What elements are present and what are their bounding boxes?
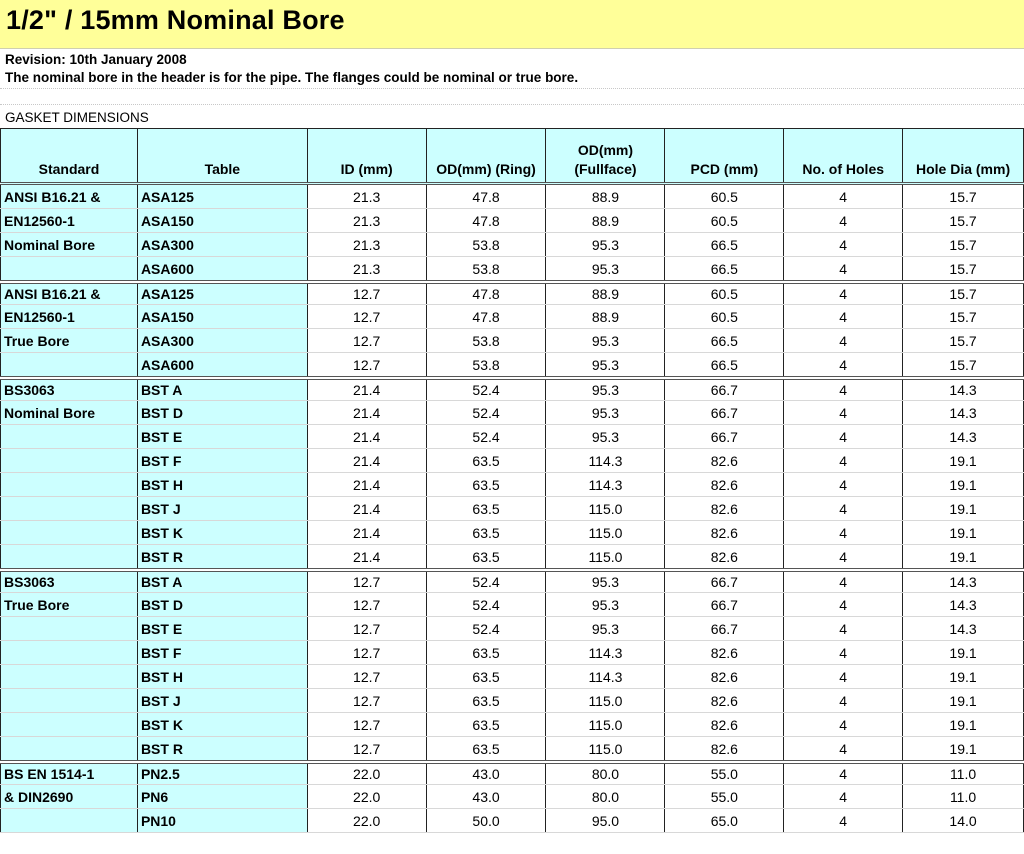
cell-id[interactable]: 21.3 — [307, 257, 426, 283]
cell-holes[interactable]: 4 — [784, 329, 903, 353]
cell-id[interactable]: 12.7 — [307, 329, 426, 353]
cell-hole-dia[interactable]: 19.1 — [903, 497, 1024, 521]
cell-od-fullface[interactable]: 95.3 — [546, 570, 665, 593]
cell-pcd[interactable]: 82.6 — [665, 737, 784, 763]
cell-id[interactable]: 12.7 — [307, 737, 426, 763]
col-header-od-ring: OD(mm) (Ring) — [426, 129, 546, 184]
cell-od-ring[interactable]: 63.5 — [426, 641, 546, 665]
cell-table[interactable]: ASA125 — [137, 282, 307, 305]
cell-od-ring[interactable]: 63.5 — [426, 737, 546, 763]
cell-pcd[interactable]: 66.7 — [665, 425, 784, 449]
cell-od-fullface[interactable]: 95.0 — [546, 809, 665, 833]
table-row — [1, 184, 1024, 209]
cell-holes[interactable]: 4 — [784, 209, 903, 233]
col-header-table: Table — [137, 129, 307, 184]
cell-od-fullface[interactable]: 88.9 — [546, 209, 665, 233]
cell-od-fullface[interactable]: 95.3 — [546, 593, 665, 617]
cell-holes[interactable]: 4 — [784, 593, 903, 617]
cell-pcd[interactable]: 82.6 — [665, 689, 784, 713]
table-row — [1, 545, 1024, 571]
cell-hole-dia[interactable]: 14.3 — [903, 401, 1024, 425]
cell-od-fullface[interactable]: 114.3 — [546, 641, 665, 665]
cell-hole-dia[interactable]: 19.1 — [903, 521, 1024, 545]
cell-id[interactable]: 12.7 — [307, 641, 426, 665]
cell-od-fullface[interactable]: 95.3 — [546, 378, 665, 401]
cell-pcd[interactable]: 82.6 — [665, 521, 784, 545]
cell-holes[interactable]: 4 — [784, 378, 903, 401]
cell-od-ring[interactable]: 52.4 — [426, 425, 546, 449]
col-header-holes: No. of Holes — [784, 129, 903, 184]
cell-pcd[interactable]: 65.0 — [665, 809, 784, 833]
table-row — [1, 353, 1024, 379]
revision-text: Revision: 10th January 2008 — [5, 52, 187, 67]
cell-holes[interactable]: 4 — [784, 282, 903, 305]
col-header-standard: Standard — [1, 129, 138, 184]
cell-od-fullface[interactable]: 95.3 — [546, 401, 665, 425]
cell-standard[interactable]: BS EN 1514-1 — [1, 762, 138, 785]
cell-od-ring[interactable]: 43.0 — [426, 785, 546, 809]
table-row — [1, 737, 1024, 763]
cell-id[interactable]: 12.7 — [307, 665, 426, 689]
cell-standard[interactable] — [1, 689, 138, 713]
cell-holes[interactable]: 4 — [784, 521, 903, 545]
cell-standard[interactable]: EN12560-1 — [1, 209, 138, 233]
cell-id[interactable]: 12.7 — [307, 593, 426, 617]
cell-holes[interactable]: 4 — [784, 689, 903, 713]
cell-od-fullface[interactable]: 95.3 — [546, 425, 665, 449]
table-row — [1, 593, 1024, 617]
cell-standard[interactable]: True Bore — [1, 329, 138, 353]
cell-standard[interactable] — [1, 809, 138, 833]
title-bar — [0, 0, 1024, 49]
cell-id[interactable]: 12.7 — [307, 689, 426, 713]
cell-standard[interactable] — [1, 617, 138, 641]
cell-id[interactable]: 21.4 — [307, 545, 426, 571]
cell-pcd[interactable]: 82.6 — [665, 449, 784, 473]
cell-hole-dia[interactable]: 14.3 — [903, 425, 1024, 449]
cell-holes[interactable]: 4 — [784, 713, 903, 737]
cell-table[interactable]: PN2.5 — [137, 762, 307, 785]
table-row — [1, 570, 1024, 593]
dotted-gridline — [0, 88, 1024, 89]
cell-standard[interactable] — [1, 737, 138, 763]
cell-standard[interactable]: True Bore — [1, 593, 138, 617]
cell-hole-dia[interactable]: 14.3 — [903, 378, 1024, 401]
cell-od-fullface[interactable]: 115.0 — [546, 737, 665, 763]
cell-pcd[interactable]: 55.0 — [665, 785, 784, 809]
cell-table[interactable]: BST J — [137, 689, 307, 713]
cell-standard[interactable]: BS3063 — [1, 378, 138, 401]
cell-hole-dia[interactable]: 15.7 — [903, 305, 1024, 329]
cell-pcd[interactable]: 66.5 — [665, 257, 784, 283]
cell-standard[interactable] — [1, 521, 138, 545]
table-body — [1, 184, 1024, 833]
table-row — [1, 378, 1024, 401]
cell-od-fullface[interactable]: 114.3 — [546, 449, 665, 473]
cell-table[interactable]: BST H — [137, 665, 307, 689]
cell-hole-dia[interactable]: 14.3 — [903, 570, 1024, 593]
cell-pcd[interactable]: 66.7 — [665, 401, 784, 425]
cell-standard[interactable] — [1, 257, 138, 283]
cell-table[interactable]: BST E — [137, 617, 307, 641]
cell-table[interactable]: BST D — [137, 401, 307, 425]
cell-holes[interactable]: 4 — [784, 785, 903, 809]
cell-table[interactable]: BST D — [137, 593, 307, 617]
cell-table[interactable]: BST K — [137, 713, 307, 737]
cell-pcd[interactable]: 66.7 — [665, 570, 784, 593]
cell-hole-dia[interactable]: 19.1 — [903, 449, 1024, 473]
table-row — [1, 282, 1024, 305]
cell-pcd[interactable]: 66.7 — [665, 617, 784, 641]
cell-od-fullface[interactable]: 80.0 — [546, 785, 665, 809]
cell-standard[interactable] — [1, 449, 138, 473]
cell-od-ring[interactable]: 52.4 — [426, 593, 546, 617]
cell-table[interactable]: ASA600 — [137, 257, 307, 283]
cell-standard[interactable]: BS3063 — [1, 570, 138, 593]
cell-hole-dia[interactable]: 15.7 — [903, 329, 1024, 353]
cell-holes[interactable]: 4 — [784, 570, 903, 593]
cell-od-fullface[interactable]: 88.9 — [546, 282, 665, 305]
cell-od-ring[interactable]: 47.8 — [426, 184, 546, 209]
cell-table[interactable]: BST R — [137, 737, 307, 763]
cell-od-fullface[interactable]: 88.9 — [546, 305, 665, 329]
cell-pcd[interactable]: 60.5 — [665, 282, 784, 305]
cell-id[interactable]: 21.3 — [307, 233, 426, 257]
cell-holes[interactable]: 4 — [784, 497, 903, 521]
cell-holes[interactable]: 4 — [784, 545, 903, 571]
cell-hole-dia[interactable]: 11.0 — [903, 762, 1024, 785]
cell-table[interactable]: PN10 — [137, 809, 307, 833]
cell-pcd[interactable]: 66.5 — [665, 233, 784, 257]
cell-id[interactable]: 12.7 — [307, 570, 426, 593]
gasket-table — [0, 128, 1024, 833]
section-label: GASKET DIMENSIONS — [5, 110, 149, 125]
cell-od-fullface[interactable]: 114.3 — [546, 665, 665, 689]
cell-od-fullface[interactable]: 115.0 — [546, 521, 665, 545]
cell-id[interactable]: 21.3 — [307, 209, 426, 233]
cell-id[interactable]: 12.7 — [307, 305, 426, 329]
cell-pcd[interactable]: 66.7 — [665, 593, 784, 617]
cell-od-ring[interactable]: 63.5 — [426, 497, 546, 521]
cell-pcd[interactable]: 66.5 — [665, 353, 784, 379]
col-header-pcd: PCD (mm) — [665, 129, 784, 184]
cell-hole-dia[interactable]: 11.0 — [903, 785, 1024, 809]
cell-od-ring[interactable]: 52.4 — [426, 401, 546, 425]
table-row — [1, 449, 1024, 473]
cell-id[interactable]: 12.7 — [307, 282, 426, 305]
table-row — [1, 497, 1024, 521]
cell-holes[interactable]: 4 — [784, 641, 903, 665]
note-text: The nominal bore in the header is for the pipe. The flanges could be nominal or true bore. — [5, 70, 579, 85]
cell-standard[interactable]: & DIN2690 — [1, 785, 138, 809]
cell-standard[interactable] — [1, 545, 138, 571]
cell-holes[interactable]: 4 — [784, 762, 903, 785]
cell-pcd[interactable]: 66.7 — [665, 378, 784, 401]
cell-holes[interactable]: 4 — [784, 305, 903, 329]
cell-od-ring[interactable]: 63.5 — [426, 473, 546, 497]
cell-hole-dia[interactable]: 19.1 — [903, 713, 1024, 737]
cell-id[interactable]: 21.4 — [307, 497, 426, 521]
cell-id[interactable]: 22.0 — [307, 809, 426, 833]
table-row — [1, 762, 1024, 785]
cell-holes[interactable]: 4 — [784, 401, 903, 425]
cell-pcd[interactable]: 82.6 — [665, 641, 784, 665]
cell-od-fullface[interactable]: 95.3 — [546, 617, 665, 641]
cell-table[interactable]: BST F — [137, 641, 307, 665]
cell-standard[interactable] — [1, 713, 138, 737]
cell-holes[interactable]: 4 — [784, 353, 903, 379]
cell-hole-dia[interactable]: 15.7 — [903, 353, 1024, 379]
cell-table[interactable]: ASA300 — [137, 233, 307, 257]
cell-table[interactable]: BST R — [137, 545, 307, 571]
cell-od-ring[interactable]: 47.8 — [426, 282, 546, 305]
cell-id[interactable]: 21.4 — [307, 378, 426, 401]
cell-od-fullface[interactable]: 115.0 — [546, 497, 665, 521]
cell-table[interactable]: ASA150 — [137, 209, 307, 233]
cell-standard[interactable] — [1, 425, 138, 449]
cell-table[interactable]: ASA125 — [137, 184, 307, 209]
cell-pcd[interactable]: 55.0 — [665, 762, 784, 785]
table-row — [1, 473, 1024, 497]
cell-hole-dia[interactable]: 19.1 — [903, 545, 1024, 571]
cell-od-fullface[interactable]: 95.3 — [546, 257, 665, 283]
cell-id[interactable]: 12.7 — [307, 353, 426, 379]
cell-pcd[interactable]: 60.5 — [665, 305, 784, 329]
cell-od-ring[interactable]: 52.4 — [426, 617, 546, 641]
cell-od-fullface[interactable]: 95.3 — [546, 353, 665, 379]
cell-id[interactable]: 21.4 — [307, 449, 426, 473]
cell-id[interactable]: 22.0 — [307, 785, 426, 809]
cell-od-fullface[interactable]: 95.3 — [546, 329, 665, 353]
cell-standard[interactable] — [1, 497, 138, 521]
cell-od-fullface[interactable]: 115.0 — [546, 713, 665, 737]
cell-od-ring[interactable]: 53.8 — [426, 257, 546, 283]
cell-od-ring[interactable]: 43.0 — [426, 762, 546, 785]
cell-table[interactable]: ASA600 — [137, 353, 307, 379]
cell-od-ring[interactable]: 53.8 — [426, 233, 546, 257]
cell-od-fullface[interactable]: 88.9 — [546, 184, 665, 209]
table-row — [1, 521, 1024, 545]
dotted-gridline — [0, 104, 1024, 105]
table-row — [1, 209, 1024, 233]
cell-standard[interactable]: EN12560-1 — [1, 305, 138, 329]
cell-od-ring[interactable]: 53.8 — [426, 329, 546, 353]
table-row — [1, 401, 1024, 425]
cell-id[interactable]: 21.3 — [307, 184, 426, 209]
cell-pcd[interactable]: 82.6 — [665, 713, 784, 737]
table-row — [1, 305, 1024, 329]
cell-od-ring[interactable]: 53.8 — [426, 353, 546, 379]
table-row — [1, 641, 1024, 665]
cell-hole-dia[interactable]: 19.1 — [903, 737, 1024, 763]
cell-id[interactable]: 12.7 — [307, 617, 426, 641]
cell-standard[interactable]: Nominal Bore — [1, 233, 138, 257]
cell-pcd[interactable]: 82.6 — [665, 665, 784, 689]
cell-table[interactable]: BST F — [137, 449, 307, 473]
cell-holes[interactable]: 4 — [784, 233, 903, 257]
cell-od-ring[interactable]: 63.5 — [426, 521, 546, 545]
cell-pcd[interactable]: 82.6 — [665, 497, 784, 521]
cell-holes[interactable]: 4 — [784, 449, 903, 473]
cell-hole-dia[interactable]: 14.3 — [903, 593, 1024, 617]
cell-hole-dia[interactable]: 14.0 — [903, 809, 1024, 833]
cell-holes[interactable]: 4 — [784, 737, 903, 763]
cell-od-ring[interactable]: 63.5 — [426, 713, 546, 737]
col-header-id: ID (mm) — [307, 129, 426, 184]
cell-holes[interactable]: 4 — [784, 473, 903, 497]
cell-table[interactable]: BST E — [137, 425, 307, 449]
cell-table[interactable]: BST A — [137, 570, 307, 593]
cell-holes[interactable]: 4 — [784, 257, 903, 283]
cell-table[interactable]: PN6 — [137, 785, 307, 809]
cell-od-ring[interactable]: 52.4 — [426, 570, 546, 593]
cell-standard[interactable] — [1, 665, 138, 689]
table-row — [1, 785, 1024, 809]
table-row — [1, 257, 1024, 283]
cell-standard[interactable]: ANSI B16.21 & — [1, 184, 138, 209]
cell-holes[interactable]: 4 — [784, 425, 903, 449]
cell-id[interactable]: 22.0 — [307, 762, 426, 785]
cell-holes[interactable]: 4 — [784, 184, 903, 209]
table-row — [1, 233, 1024, 257]
col-header-od-fullface: OD(mm) (Fullface) — [546, 129, 665, 184]
table-row — [1, 713, 1024, 737]
cell-hole-dia[interactable]: 19.1 — [903, 665, 1024, 689]
cell-hole-dia[interactable]: 15.7 — [903, 282, 1024, 305]
cell-od-ring[interactable]: 47.8 — [426, 209, 546, 233]
cell-standard[interactable] — [1, 473, 138, 497]
page-title: 1/2" / 15mm Nominal Bore — [6, 5, 345, 35]
cell-hole-dia[interactable]: 19.1 — [903, 641, 1024, 665]
table-row — [1, 689, 1024, 713]
cell-pcd[interactable]: 66.5 — [665, 329, 784, 353]
cell-id[interactable]: 21.4 — [307, 521, 426, 545]
cell-od-fullface[interactable]: 95.3 — [546, 233, 665, 257]
cell-od-fullface[interactable]: 114.3 — [546, 473, 665, 497]
cell-od-ring[interactable]: 63.5 — [426, 545, 546, 571]
header-row — [1, 129, 1024, 184]
cell-od-ring[interactable]: 52.4 — [426, 378, 546, 401]
cell-hole-dia[interactable]: 15.7 — [903, 233, 1024, 257]
cell-table[interactable]: BST A — [137, 378, 307, 401]
cell-table[interactable]: BST J — [137, 497, 307, 521]
cell-od-fullface[interactable]: 115.0 — [546, 689, 665, 713]
table-row — [1, 329, 1024, 353]
cell-table[interactable]: BST K — [137, 521, 307, 545]
cell-standard[interactable] — [1, 641, 138, 665]
cell-pcd[interactable]: 60.5 — [665, 209, 784, 233]
cell-od-fullface[interactable]: 115.0 — [546, 545, 665, 571]
cell-hole-dia[interactable]: 15.7 — [903, 209, 1024, 233]
cell-od-ring[interactable]: 47.8 — [426, 305, 546, 329]
table-row — [1, 665, 1024, 689]
cell-hole-dia[interactable]: 14.3 — [903, 617, 1024, 641]
cell-hole-dia[interactable]: 19.1 — [903, 473, 1024, 497]
cell-id[interactable]: 21.4 — [307, 425, 426, 449]
table-row — [1, 425, 1024, 449]
cell-holes[interactable]: 4 — [784, 617, 903, 641]
cell-hole-dia[interactable]: 15.7 — [903, 184, 1024, 209]
cell-standard[interactable] — [1, 353, 138, 379]
cell-standard[interactable]: ANSI B16.21 & — [1, 282, 138, 305]
cell-holes[interactable]: 4 — [784, 809, 903, 833]
table-row — [1, 617, 1024, 641]
cell-standard[interactable]: Nominal Bore — [1, 401, 138, 425]
cell-od-ring[interactable]: 50.0 — [426, 809, 546, 833]
table-row — [1, 809, 1024, 833]
cell-table[interactable]: ASA300 — [137, 329, 307, 353]
cell-od-ring[interactable]: 63.5 — [426, 689, 546, 713]
cell-hole-dia[interactable]: 15.7 — [903, 257, 1024, 283]
cell-hole-dia[interactable]: 19.1 — [903, 689, 1024, 713]
cell-od-ring[interactable]: 63.5 — [426, 449, 546, 473]
col-header-hole-dia: Hole Dia (mm) — [903, 129, 1024, 184]
cell-holes[interactable]: 4 — [784, 665, 903, 689]
cell-id[interactable]: 21.4 — [307, 473, 426, 497]
cell-table[interactable]: ASA150 — [137, 305, 307, 329]
cell-id[interactable]: 21.4 — [307, 401, 426, 425]
cell-od-ring[interactable]: 63.5 — [426, 665, 546, 689]
cell-pcd[interactable]: 82.6 — [665, 545, 784, 571]
cell-id[interactable]: 12.7 — [307, 713, 426, 737]
cell-pcd[interactable]: 82.6 — [665, 473, 784, 497]
cell-pcd[interactable]: 60.5 — [665, 184, 784, 209]
cell-table[interactable]: BST H — [137, 473, 307, 497]
cell-od-fullface[interactable]: 80.0 — [546, 762, 665, 785]
